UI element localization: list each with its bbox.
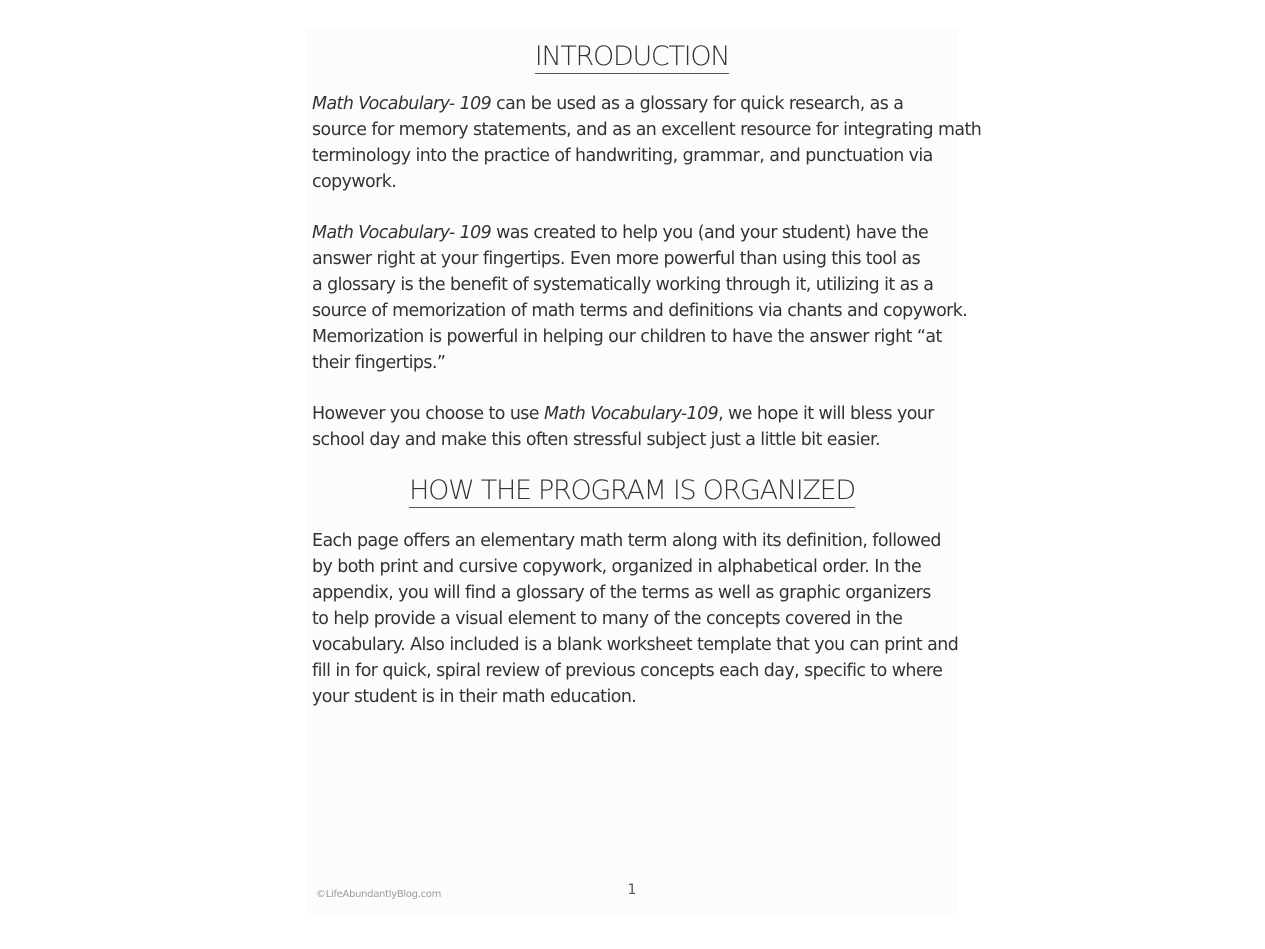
paragraph-line: a glossary is the benefit of systematically working through it, utilizing it as a xyxy=(312,275,934,295)
paragraph-line: fill in for quick, spiral review of previous concepts each day, specific to where xyxy=(312,661,943,681)
introduction-heading-text: INTRODUCTION xyxy=(534,41,730,72)
paragraph-line: appendix, you will find a glossary of the terms as well as graphic organizers xyxy=(312,583,931,603)
paragraph-line: vocabulary. Also included is a blank worksheet template that you can print and xyxy=(312,635,959,655)
document-page xyxy=(306,28,982,918)
paragraph-line: Memorization is powerful in helping our children to have the answer right “at xyxy=(312,327,942,347)
book-title: Math Vocabulary-109 xyxy=(543,404,719,424)
introduction-heading xyxy=(306,41,958,72)
paragraph-line: your student is in their math education. xyxy=(312,687,637,707)
intro-paragraph-1 xyxy=(312,91,982,195)
paragraph-line: Math Vocabulary- 109 was created to help you (and your student) have the xyxy=(312,223,929,243)
organization-paragraph xyxy=(312,528,962,710)
paragraph-line: by both print and cursive copywork, organized in alphabetical order. In the xyxy=(312,557,922,577)
intro-paragraph-3 xyxy=(312,401,962,453)
paragraph-line: However you choose to use Math Vocabulary-109, we hope it will bless your xyxy=(312,404,934,424)
book-title: Math Vocabulary- 109 xyxy=(312,223,492,243)
page-number: 1 xyxy=(627,882,637,898)
paragraph-line: their fingertips.” xyxy=(312,353,446,373)
paragraph-line: source of memorization of math terms and definitions via chants and copywork. xyxy=(312,301,968,321)
paragraph-line: Math Vocabulary- 109 can be used as a glossary for quick research, as a xyxy=(312,94,904,114)
program-organization-heading xyxy=(306,475,958,506)
paragraph-line: answer right at your fingertips. Even more powerful than using this tool as xyxy=(312,249,921,269)
book-title: Math Vocabulary- 109 xyxy=(312,94,492,114)
intro-paragraph-2 xyxy=(312,220,968,376)
paragraph-line: Each page offers an elementary math term along with its definition, followed xyxy=(312,531,941,551)
copyright-footer: ©LifeAbundantlyBlog.com xyxy=(316,889,442,900)
paragraph-line: terminology into the practice of handwriting, grammar, and punctuation via xyxy=(312,146,933,166)
paragraph-line: to help provide a visual element to many of the concepts covered in the xyxy=(312,609,903,629)
program-organization-heading-text: HOW THE PROGRAM IS ORGANIZED xyxy=(409,475,855,506)
paragraph-line: copywork. xyxy=(312,172,397,192)
paragraph-line: school day and make this often stressful subject just a little bit easier. xyxy=(312,430,880,450)
paragraph-line: source for memory statements, and as an excellent resource for integrating math xyxy=(312,120,982,140)
